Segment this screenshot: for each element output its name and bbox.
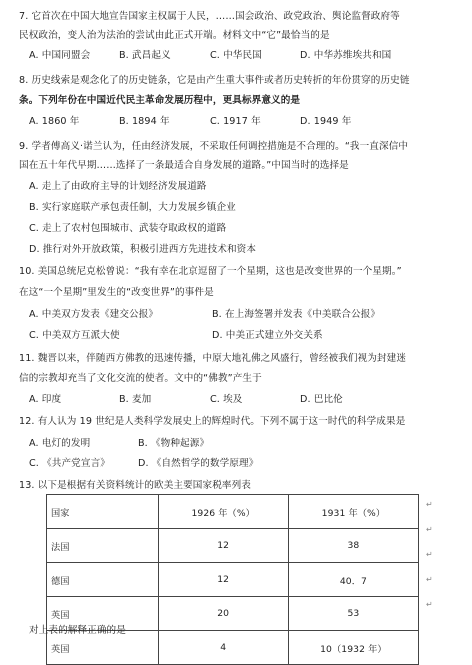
table-cell: 英国: [47, 597, 159, 631]
q8-stem-line2: 条。下列年份在中国近代民主革命发展历程中，更具标界意义的是: [19, 95, 301, 106]
table-header-cell: 1931 年（%）: [288, 495, 418, 529]
table-cell: 法国: [47, 529, 159, 563]
q8-option-c: C. 1917 年: [210, 116, 261, 127]
q7-option-b: B. 武昌起义: [119, 50, 171, 61]
q13-stem-line1: 13. 以下是根据有关资料统计的欧美主要国家税率列表: [19, 480, 251, 491]
q9-option-a: A. 走上了由政府主导的计划经济发展道路: [29, 181, 207, 192]
q8-stem-line1: 8. 历史线索是观念化了的历史链条，它是由产生重大事件或者历史转折的年份贯穿的历史链: [19, 75, 410, 86]
paragraph-mark: ↵: [426, 575, 433, 584]
paragraph-mark: ↵: [426, 550, 433, 559]
q11-option-c: C. 埃及: [210, 394, 243, 405]
table-header-cell: 国家: [47, 495, 159, 529]
q8-option-d: D. 1949 年: [300, 116, 352, 127]
q13-stem-line2: 对上表的解释正确的是: [29, 625, 126, 636]
q9-option-c: C. 走上了农村包围城市、武装夺取政权的道路: [29, 223, 227, 234]
table-cell: 53: [288, 597, 418, 631]
q7-option-c: C. 中华民国: [210, 50, 262, 61]
table-row: [47, 563, 419, 597]
q10-option-b: B. 在上海签署并发表《中美联合公报》: [212, 309, 381, 320]
table-cell: 40．7: [288, 563, 418, 597]
q7-stem-line2: 民权政治，变人治为法治的尝试由此正式开端。材料文中“它”最恰当的是: [19, 30, 330, 41]
q9-option-d: D. 推行对外开放政策，积极引进西方先进技术和资本: [29, 244, 257, 255]
q10-stem-line1: 10. 美国总统尼克松曾说：“我有幸在北京逗留了一个星期，这也是改变世界的一个星期。”: [19, 266, 402, 277]
q10-stem-line2: 在这“一个星期”里发生的“改变世界”的事件是: [19, 287, 214, 298]
q9-stem-line1: 9. 学者傅高义·诺兰认为，任由经济发展，不采取任何调控措施是不合理的。“我一直深信中: [19, 141, 409, 152]
q7-option-a: A. 中国同盟会: [29, 50, 91, 61]
q9-option-b: B. 实行家庭联产承包责任制，大力发展乡镇企业: [29, 202, 236, 213]
q8-option-a: A. 1860 年: [29, 116, 80, 127]
table-cell: 德国: [47, 563, 159, 597]
q12-option-d: D. 《自然哲学的数学原理》: [138, 458, 259, 469]
table-row: [47, 529, 419, 563]
q10-option-a: A. 中美双方发表《建交公报》: [29, 309, 159, 320]
table-header-row: [47, 495, 419, 529]
q9-stem-line2: 国在五十年代早期……选择了一条最适合自身发展的道路。”中国当时的选择是: [19, 160, 349, 171]
table-cell: 12: [158, 529, 288, 563]
q11-option-a: A. 印度: [29, 394, 62, 405]
q12-stem-line1: 12. 有人认为 19 世纪是人类科学发展史上的辉煌时代。下列不属于这一时代的科学成果是: [19, 416, 406, 427]
q7-option-d: D. 中华苏维埃共和国: [300, 50, 392, 61]
q11-option-d: D. 巴比伦: [300, 394, 343, 405]
table-cell: 12: [158, 563, 288, 597]
paragraph-mark: ↵: [426, 500, 433, 509]
q12-option-b: B. 《物种起源》: [138, 438, 210, 449]
table-header-cell: 1926 年（%）: [158, 495, 288, 529]
q12-option-a: A. 电灯的发明: [29, 438, 91, 449]
table-cell: 20: [158, 597, 288, 631]
q11-option-b: B. 麦加: [119, 394, 152, 405]
paragraph-mark: ↵: [426, 525, 433, 534]
q8-option-b: B. 1894 年: [119, 116, 170, 127]
table-cell: 10（1932 年）: [288, 631, 418, 665]
q11-stem-line2: 信的宗教却充当了文化交流的使者。文中的“佛教”产生于: [19, 373, 262, 384]
q10-option-d: D. 中美正式建立外交关系: [212, 330, 323, 341]
tax-rate-table: [46, 494, 419, 665]
table-cell: 英国: [47, 631, 159, 665]
q11-stem-line1: 11. 魏晋以来，伴随西方佛教的迅速传播，中原大地礼佛之风盛行，曾经被我们视为封建迷: [19, 353, 407, 364]
q10-option-c: C. 中美双方互派大使: [29, 330, 120, 341]
q12-option-c: C. 《共产党宣言》: [29, 458, 110, 469]
table-cell: 38: [288, 529, 418, 563]
q7-stem-line1: 7. 它首次在中国大地宣告国家主权属于人民，……国会政治、政党政治、舆论监督政府等: [19, 11, 400, 22]
table-cell: 4: [158, 631, 288, 665]
paragraph-mark: ↵: [426, 600, 433, 609]
